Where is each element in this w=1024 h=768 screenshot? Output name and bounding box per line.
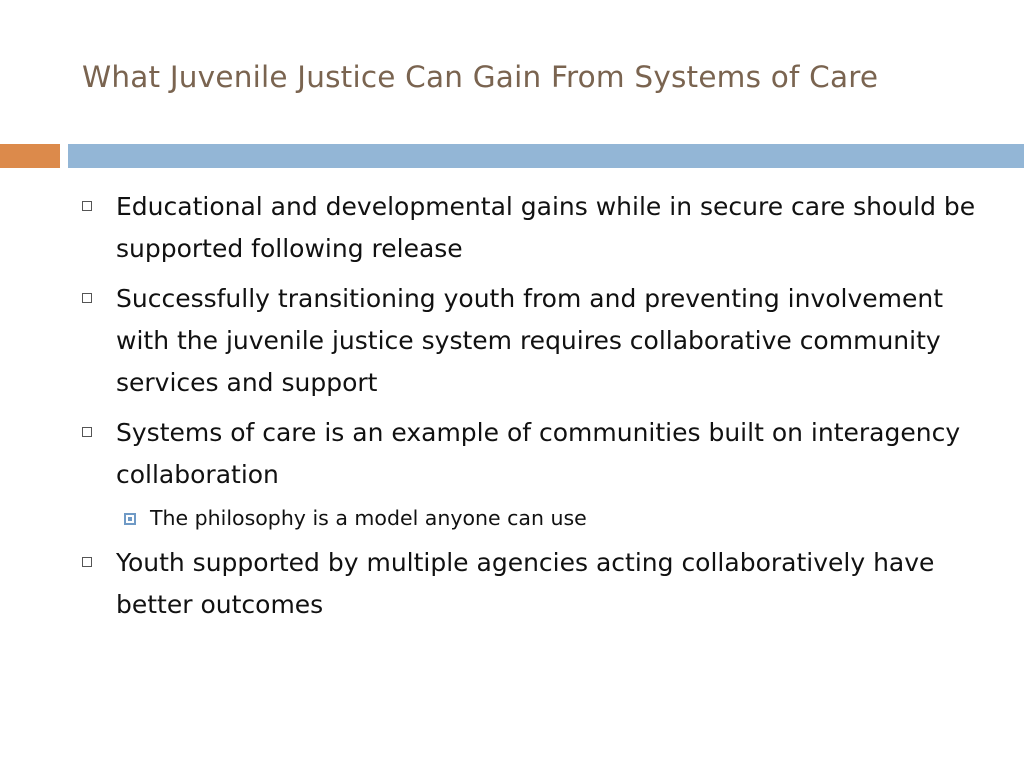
square-bullet-icon: [82, 427, 92, 437]
filled-square-bullet-icon: [124, 513, 136, 525]
sub-bullet-item: [80, 500, 980, 536]
bullet-item: [80, 542, 980, 626]
header-bar: [68, 144, 1024, 168]
bullet-item: [80, 278, 980, 404]
slide-title: What Juvenile Justice Can Gain From Systems of Care: [82, 60, 879, 94]
bullet-text: Systems of care is an example of communities built on interagency collaboration: [116, 418, 961, 489]
bullet-text: Educational and developmental gains while in secure care should be supported following release: [116, 192, 976, 263]
square-bullet-icon: [82, 557, 92, 567]
bullet-item: [80, 412, 980, 496]
square-bullet-icon: [82, 201, 92, 211]
bullet-text: Youth supported by multiple agencies acting collaboratively have better outcomes: [116, 548, 935, 619]
bullet-text: Successfully transitioning youth from and preventing involvement with the juvenile justice system requires collaborative community services and support: [116, 284, 944, 397]
accent-bar: [0, 144, 60, 168]
bullet-list: [80, 186, 980, 634]
sub-bullet-text: The philosophy is a model anyone can use: [150, 506, 587, 530]
bullet-item: [80, 186, 980, 270]
square-bullet-icon: [82, 293, 92, 303]
